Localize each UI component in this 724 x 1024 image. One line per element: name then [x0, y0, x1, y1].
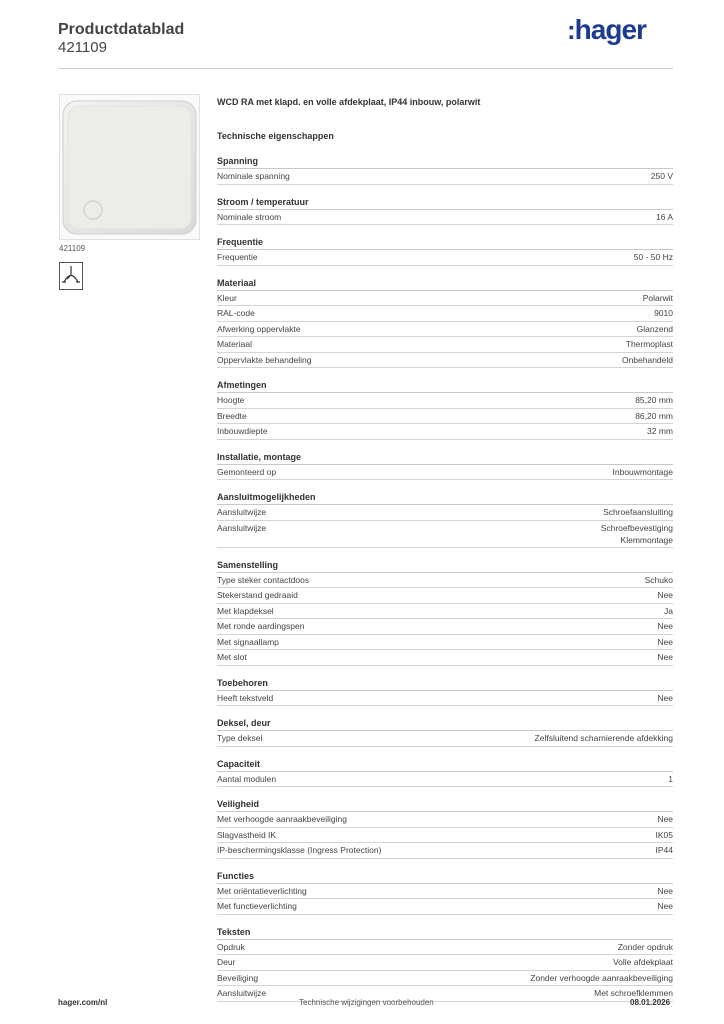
spec-section [217, 716, 673, 747]
spec-section [217, 490, 673, 548]
spec-label: Met slot [217, 652, 247, 662]
section-title: Afmetingen [217, 378, 673, 393]
image-caption: 421109 [59, 244, 86, 253]
spec-row [217, 604, 673, 620]
spec-value: IP44 [655, 845, 673, 855]
spec-label: Deur [217, 957, 236, 967]
spec-value: 9010 [654, 308, 673, 318]
spec-row [217, 899, 673, 915]
section-title: Stroom / temperatuur [217, 195, 673, 210]
spec-row [217, 843, 673, 859]
spec-value: Schroefaansluiting [603, 507, 673, 517]
spec-label: Opdruk [217, 941, 245, 952]
spec-label: RAL-code [217, 308, 255, 318]
spec-value: Nee [657, 590, 673, 600]
spec-row [217, 409, 673, 425]
spec-row [217, 884, 673, 900]
section-title: Installatie, montage [217, 450, 673, 465]
spec-label: Aansluitwijze [217, 507, 267, 517]
spec-label: Met klapdeksel [217, 605, 274, 616]
hager-logo: :hager [567, 14, 646, 45]
spec-row [217, 955, 673, 971]
spec-row [217, 731, 673, 747]
spec-label: Type steker contactdoos [217, 574, 310, 585]
spec-label: Kleur [217, 292, 237, 303]
spec-label: Afwerking oppervlakte [217, 323, 301, 334]
spec-section [217, 235, 673, 266]
page-title: Productdatablad [58, 21, 185, 38]
spec-value: Zelfsluitend scharnierende afdekking [534, 733, 673, 743]
spec-content [217, 95, 673, 1002]
spec-section [217, 276, 673, 369]
spec-row [217, 573, 673, 589]
spec-row [217, 772, 673, 788]
spec-label: Met oriëntatieverlichting [217, 885, 307, 896]
spec-value: Polarwit [642, 292, 673, 303]
spec-value: Nee [657, 814, 673, 824]
spec-label: Type deksel [217, 733, 263, 743]
spec-value: 32 mm [647, 426, 673, 436]
spec-value: Schroefbevestiging Klemmontage [600, 522, 673, 545]
spec-value: Onbehandeld [621, 354, 673, 365]
spec-label: Inbouwdiepte [217, 426, 268, 436]
spec-value: Schuko [644, 574, 673, 585]
spec-label: Stekerstand gedraaid [217, 590, 298, 600]
spec-value: Thermoplast [625, 339, 673, 349]
spec-section [217, 378, 673, 440]
spec-value: Nee [657, 621, 673, 631]
spec-row [217, 971, 673, 987]
socket-symbol-icon [59, 262, 83, 290]
spec-section [217, 925, 673, 1002]
section-title: Materiaal [217, 276, 673, 291]
spec-label: Hoogte [217, 395, 245, 405]
spec-label: Oppervlakte behandeling [217, 354, 312, 365]
spec-row [217, 588, 673, 604]
section-title: Teksten [217, 925, 673, 940]
spec-value: Nee [657, 692, 673, 703]
spec-row [217, 986, 673, 1002]
spec-row [217, 393, 673, 409]
spec-value: 16 A [655, 211, 673, 222]
spec-value: 85,20 mm [635, 395, 673, 405]
spec-section [217, 558, 673, 666]
section-title: Toebehoren [217, 676, 673, 691]
footer-website: hager.com/nl [58, 998, 108, 1007]
section-title: Samenstelling [217, 558, 673, 573]
spec-row [217, 619, 673, 635]
spec-label: Met functieverlichting [217, 901, 297, 911]
spec-label: Slagvastheid IK [217, 829, 277, 840]
spec-label: Frequentie [217, 252, 258, 262]
tech-properties-title: Technische eigenschappen [217, 131, 334, 141]
section-title: Functies [217, 869, 673, 884]
spec-row [217, 828, 673, 844]
product-code: 421109 [58, 39, 107, 56]
spec-section [217, 869, 673, 915]
footer-note: Technische wijzigingen voorbehouden [299, 998, 434, 1007]
spec-value: Glanzend [636, 323, 673, 334]
section-title: Capaciteit [217, 757, 673, 772]
spec-label: Aantal modulen [217, 773, 277, 784]
spec-label: Nominale stroom [217, 211, 282, 222]
spec-row [217, 505, 673, 521]
spec-value: Nee [657, 652, 673, 662]
spec-row [217, 322, 673, 338]
spec-section [217, 797, 673, 859]
spec-value: Nee [657, 885, 673, 896]
spec-label: Aansluitwijze [217, 988, 267, 998]
spec-row [217, 353, 673, 369]
spec-value: Volle afdekplaat [612, 957, 673, 967]
spec-row [217, 635, 673, 651]
spec-label: Beveiliging [217, 972, 259, 983]
section-title: Veiligheid [217, 797, 673, 812]
spec-row [217, 210, 673, 226]
spec-value: 250 V [650, 171, 673, 181]
spec-label: Materiaal [217, 339, 252, 349]
product-image [59, 94, 200, 240]
spec-row [217, 691, 673, 707]
spec-value: Inbouwmontage [612, 466, 673, 477]
spec-row [217, 337, 673, 353]
spec-value: Zonder verhoogde aanraakbeveiliging [530, 972, 673, 983]
spec-value: Nee [657, 636, 673, 647]
spec-label: IP-beschermingsklasse (Ingress Protection) [217, 845, 382, 855]
spec-label: Gemonteerd op [217, 466, 277, 477]
spec-label: Aansluitwijze [217, 522, 267, 533]
spec-label: Breedte [217, 410, 247, 421]
spec-sections [217, 154, 673, 1002]
header-divider [58, 68, 673, 69]
spec-label: Nominale spanning [217, 171, 290, 181]
spec-value: Met schroefklemmen [594, 988, 673, 998]
spec-value: Ja [664, 605, 673, 616]
section-title: Aansluitmogelijkheden [217, 490, 673, 505]
spec-value: 86,20 mm [635, 410, 673, 421]
spec-value: IK05 [655, 829, 673, 840]
spec-row [217, 812, 673, 828]
spec-row [217, 465, 673, 481]
spec-section [217, 154, 673, 185]
spec-row [217, 169, 673, 185]
spec-row [217, 291, 673, 307]
spec-label: Met signaallamp [217, 636, 279, 647]
spec-section [217, 757, 673, 788]
spec-row [217, 650, 673, 666]
spec-row [217, 521, 673, 548]
spec-value: 50 - 50 Hz [633, 252, 673, 262]
spec-label: Met verhoogde aanraakbeveiliging [217, 814, 347, 824]
spec-row [217, 424, 673, 440]
spec-row [217, 250, 673, 266]
spec-row [217, 306, 673, 322]
spec-label: Met ronde aardingspen [217, 621, 305, 631]
section-title: Spanning [217, 154, 673, 169]
spec-value: 1 [668, 773, 673, 784]
section-title: Deksel, deur [217, 716, 673, 731]
section-title: Frequentie [217, 235, 673, 250]
spec-value: Nee [657, 901, 673, 911]
spec-value: Zonder opdruk [617, 941, 673, 952]
footer-date: 08.01.2026 [630, 998, 671, 1007]
spec-label: Heeft tekstveld [217, 692, 274, 703]
spec-section [217, 195, 673, 226]
spec-row [217, 940, 673, 956]
spec-section [217, 450, 673, 481]
product-description: WCD RA met klapd. en volle afdekplaat, IP44 inbouw, polarwit [217, 97, 481, 107]
spec-section [217, 676, 673, 707]
